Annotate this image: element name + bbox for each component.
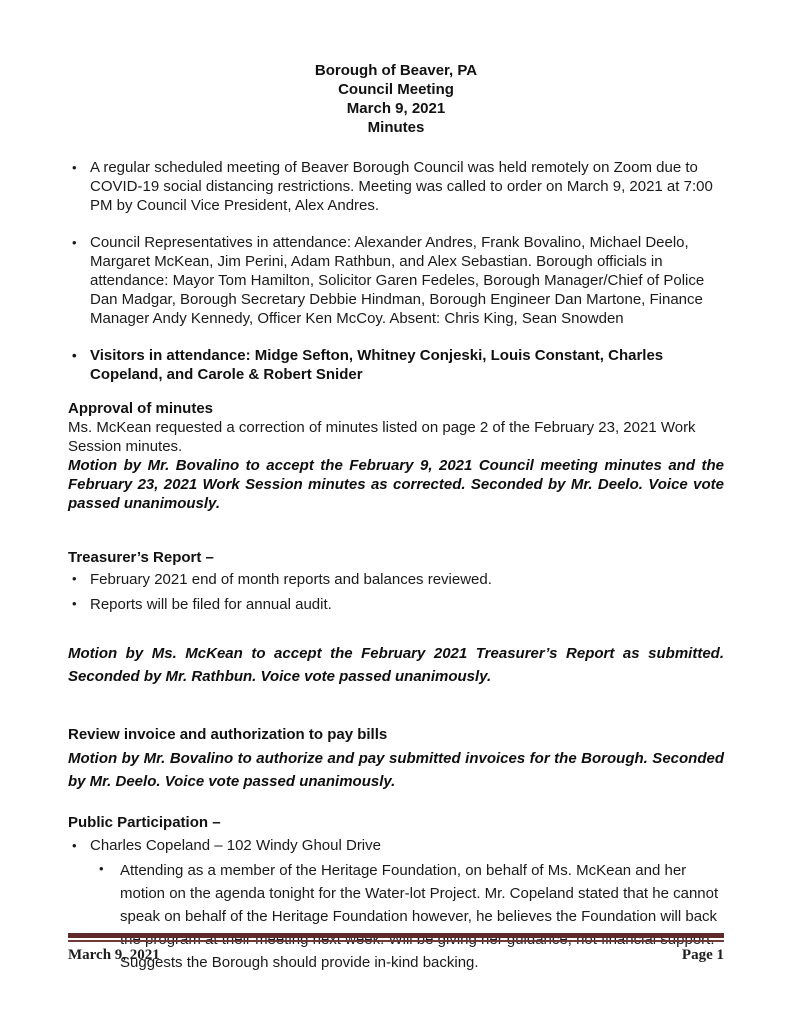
list-item-representatives (68, 233, 724, 328)
visitors-text: Visitors in attendance: Midge Sefton, Whitney Conjeski, Louis Constant, Charles Copeland, and Carole & Robert Snider (90, 347, 664, 383)
bullet-icon: • (72, 838, 77, 853)
list-item-treasurer-audit (68, 594, 724, 616)
treasurer-motion-text: Motion by Ms. McKean to accept the February 2021 Treasurer’s Report as submitted. Seconded by Mr. Rathbun. Voice vote passed unanimously. (68, 645, 724, 685)
treasurer-reports-text: February 2021 end of month reports and balances reviewed. (90, 571, 492, 588)
bullet-icon: • (72, 596, 77, 611)
bullet-icon: • (99, 861, 104, 876)
doc-title-org: Borough of Beaver, PA (314, 62, 478, 79)
doc-title-block (68, 0, 724, 137)
attendance-list (68, 158, 724, 384)
bullet-icon: • (72, 571, 77, 586)
list-item-treasurer-reports (68, 569, 724, 591)
bullet-icon: • (72, 160, 77, 175)
public-participation-list (68, 836, 724, 855)
footer-divider (68, 933, 724, 942)
list-item-speaker (68, 836, 724, 855)
footer-row (68, 946, 724, 964)
speaker-detail-text: Attending as a member of the Heritage Foundation, on behalf of Ms. McKean and her motion on the agenda tonight for the Water-lot Project. Mr. Copeland stated that he cannot speak on behalf of the Heritage Foundation however, he believes the Foundation will back the program at their meeting next week. Will be giving her guidance, not financial support. Suggests the Borough should provide in-kind backing. (120, 862, 719, 971)
meeting-overview-text: A regular scheduled meeting of Beaver Borough Council was held remotely on Zoom due to COVID-19 social distancing restrictions. Meeting was called to order on March 9, 2021 at 7:00 PM by Council Vice President, Alex Andres. (90, 159, 713, 214)
section-heading-approval-of-minutes: Approval of minutes (68, 400, 214, 417)
speaker-text: Charles Copeland – 102 Windy Ghoul Drive (90, 837, 381, 854)
treasurer-list (68, 569, 724, 616)
approval-motion-text: Motion by Mr. Bovalino to accept the February 9, 2021 Council meeting minutes and the February 23, 2021 Work Session minutes as corrected. Seconded by Mr. Deelo. Voice vote passed unanimously. (68, 457, 724, 512)
treasurer-audit-text: Reports will be filed for annual audit. (90, 596, 332, 613)
representatives-text: Council Representatives in attendance: Alexander Andres, Frank Bovalino, Michael Deelo, Margaret McKean, Jim Perini, Adam Rathbun, and Alex Sebastian. Borough officials in attendance: Mayor Tom Hamilton, Solicitor Garen Fedeles, Borough Manager/Chief of Police Dan Madgar, Borough Secretary Debbie Hindman, Borough Engineer Dan Martone, Finance Manager Andy Kennedy, Officer Ken McCoy. Absent: Chris King, Sean Snowden (90, 234, 705, 327)
invoices-motion-text: Motion by Mr. Bovalino to authorize and pay submitted invoices for the Borough. Seconded by Mr. Deelo. Voice vote passed unanimously. (68, 750, 724, 790)
footer-page-number: Page 1 (681, 947, 724, 963)
document-content (68, 0, 724, 974)
section-heading-review-invoices: Review invoice and authorization to pay bills (68, 726, 388, 743)
section-heading-public-participation: Public Participation – (68, 814, 221, 831)
approval-body-text: Ms. McKean requested a correction of minutes listed on page 2 of the February 23, 2021 Work Session minutes. (68, 419, 696, 455)
list-item-visitors (68, 346, 724, 384)
bullet-icon: • (72, 235, 77, 250)
doc-title-type: Minutes (367, 119, 425, 136)
bullet-icon: • (72, 348, 77, 363)
doc-title-meeting: Council Meeting (338, 81, 454, 98)
list-item-meeting-overview (68, 158, 724, 215)
page-footer (68, 933, 724, 964)
section-heading-treasurers-report: Treasurer’s Report – (68, 549, 214, 566)
footer-date: March 9, 2021 (68, 947, 160, 963)
doc-title-date: March 9, 2021 (346, 100, 446, 117)
